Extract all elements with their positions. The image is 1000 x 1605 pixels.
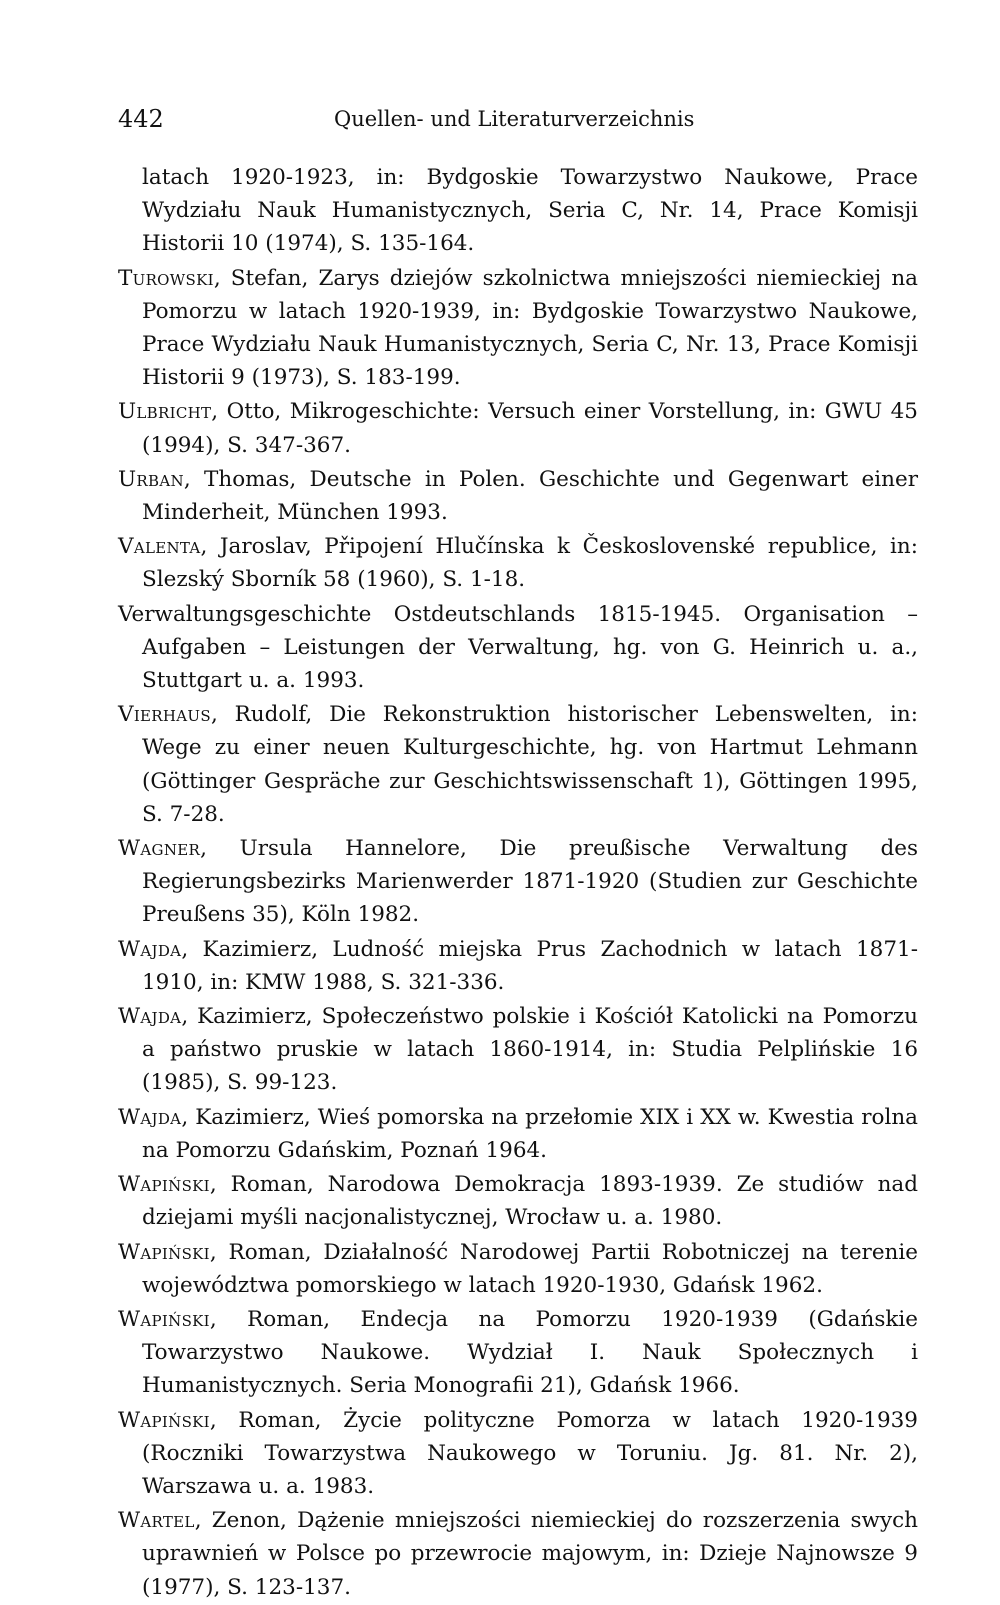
- bibliography-entry: [118, 1303, 918, 1403]
- entry-text: , Stefan, Zarys dziejów szkolnictwa mniejszości niemieckiej na Pomorzu w latach 1920-1939, in: Bydgoskie Towarzystwo Naukowe, Prace Wydziału Nauk Humanistycznych, Seria C, Nr. 13, Prace Komisji Historii 9 (1973), S. 183-199.: [142, 265, 918, 391]
- bibliography-entry: [118, 161, 918, 261]
- entry-text: , Thomas, Deutsche in Polen. Geschichte und Gegenwart einer Minderheit, München 1993.: [142, 466, 918, 526]
- bibliography-entry: [118, 1504, 918, 1604]
- entry-text: latach 1920-1923, in: Bydgoskie Towarzystwo Naukowe, Prace Wydziału Nauk Humanistycznych, Seria C, Nr. 14, Prace Komisji Historii 10 (1974), S. 135-164.: [142, 165, 918, 257]
- entry-text: Verwaltungsgeschichte Ostdeutschlands 1815-1945. Organisation – Aufgaben – Leistungen der Verwaltung, hg. von G. Heinrich u. a., Stuttgart u. a. 1993.: [118, 601, 918, 694]
- entry-author: Wagner: [118, 836, 201, 862]
- bibliography-entry: [118, 1236, 918, 1302]
- bibliography-entry: [118, 1101, 918, 1167]
- bibliography-list: [118, 161, 918, 1605]
- entry-author: Turowski: [118, 265, 214, 291]
- entry-author: Vierhaus: [118, 702, 211, 728]
- bibliography-entry: [118, 1404, 918, 1504]
- entry-author: Ulbricht: [118, 399, 212, 425]
- entry-author: Wapiński: [118, 1172, 210, 1198]
- entry-text: , Zenon, Dążenie mniejszości niemieckiej do rozszerzenia swych uprawnień w Polsce po przewrocie majowym, in: Dzieje Najnowsze 9 (1977), S. 123-137.: [142, 1508, 918, 1600]
- entry-author: Wapiński: [118, 1239, 210, 1265]
- bibliography-entry: [118, 832, 918, 932]
- entry-text: , Jaroslav, Připojení Hlučínska k Československé republice, in: Slezský Sborník 58 (1960), S. 1-18.: [142, 534, 918, 593]
- bibliography-entry: [118, 698, 918, 831]
- bibliography-entry: [118, 463, 918, 529]
- page-header: [118, 104, 918, 134]
- bibliography-entry: [118, 598, 918, 698]
- bibliography-entry: [118, 262, 918, 395]
- entry-author: Wartel: [118, 1508, 195, 1534]
- entry-text: , Roman, Endecja na Pomorzu 1920-1939 (Gdańskie Towarzystwo Naukowe. Wydział I. Nauk Społecznych i Humanistycznych. Seria Monografii 21), Gdańsk 1966.: [142, 1306, 918, 1399]
- entry-text: , Roman, Działalność Narodowej Partii Robotniczej na terenie województwa pomorskiego w latach 1920-1930, Gdańsk 1962.: [142, 1239, 918, 1298]
- entry-text: , Rudolf, Die Rekonstruktion historischer Lebenswelten, in: Wege zu einer neuen Kulturgeschichte, hg. von Hartmut Lehmann (Göttinger Gespräche zur Geschichtswissenschaft 1), Göttingen 1995, S. 7-28.: [142, 702, 918, 827]
- entry-text: , Ursula Hannelore, Die preußische Verwaltung des Regierungsbezirks Marienwerder 1871-1920 (Studien zur Geschichte Preußens 35), Köln 1982.: [142, 836, 918, 928]
- running-title: Quellen- und Literaturverzeichnis: [334, 107, 695, 131]
- bibliography-entry: [118, 1168, 918, 1234]
- entry-author: Wajda: [118, 1104, 182, 1130]
- entry-author: Wajda: [118, 1004, 182, 1030]
- entry-text: , Roman, Życie polityczne Pomorza w latach 1920-1939 (Roczniki Towarzystwa Naukowego w Toruniu. Jg. 81. Nr. 2), Warszawa u. a. 1983.: [142, 1407, 918, 1499]
- entry-text: , Kazimierz, Ludność miejska Prus Zachodnich w latach 1871-1910, in: KMW 1988, S. 321-336.: [142, 936, 918, 995]
- bibliography-entry: [118, 933, 918, 999]
- entry-author: Wajda: [118, 936, 182, 962]
- bibliography-entry: [118, 395, 918, 461]
- entry-text: , Otto, Mikrogeschichte: Versuch einer Vorstellung, in: GWU 45 (1994), S. 347-367.: [142, 399, 918, 458]
- entry-author: Wapiński: [118, 1306, 210, 1332]
- entry-author: Wapiński: [118, 1407, 210, 1433]
- entry-text: , Roman, Narodowa Demokracja 1893-1939. Ze studiów nad dziejami myśli nacjonalistycznej, Wrocław u. a. 1980.: [142, 1172, 918, 1231]
- entry-text: , Kazimierz, Społeczeństwo polskie i Kościół Katolicki na Pomorzu a państwo pruskie w latach 1860-1914, in: Studia Pelplińskie 16 (1985), S. 99-123.: [142, 1004, 918, 1096]
- page-number: 442: [118, 105, 164, 133]
- entry-text: , Kazimierz, Wieś pomorska na przełomie XIX i XX w. Kwestia rolna na Pomorzu Gdańskim, Poznań 1964.: [142, 1104, 918, 1163]
- entry-author: Valenta: [118, 534, 201, 560]
- bibliography-entry: [118, 530, 918, 596]
- entry-author: Urban: [118, 466, 184, 492]
- bibliography-entry: [118, 1000, 918, 1100]
